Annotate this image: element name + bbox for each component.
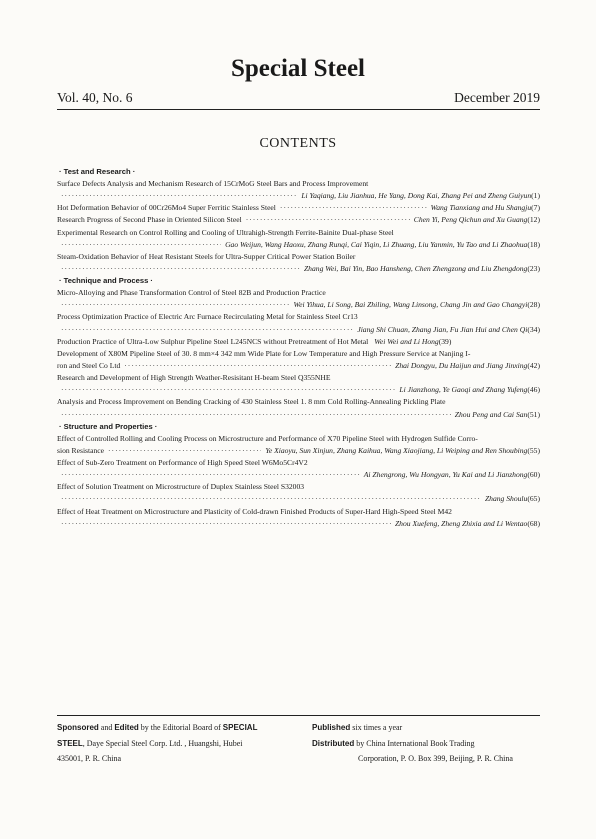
entry-title: Experimental Research on Control Rolling and Cooling of Ultrahigh-Strength Ferrite-Bainite Dual-phase Steel [57, 227, 394, 237]
page-number: (34) [527, 324, 540, 334]
toc-entry[interactable] [57, 481, 540, 505]
toc-entry[interactable] [57, 336, 540, 348]
entry-authors [395, 518, 540, 530]
entry-authors [455, 409, 540, 421]
toc-entry[interactable] [57, 433, 540, 457]
entry-authors [265, 445, 540, 457]
toc-entry[interactable] [57, 214, 540, 226]
steel-label: STEEL [57, 738, 83, 748]
leader-dots [61, 518, 391, 530]
entry-title: Effect of Heat Treatment on Microstructure and Plasticity of Cold-drawn Finished Products of Super-Hard High-Speed Steel M42 [57, 506, 452, 516]
entry-title: ron and Steel Co Ltd [57, 360, 121, 370]
leader-dots [61, 299, 289, 311]
toc-entry[interactable] [57, 227, 540, 251]
toc-entry[interactable] [57, 251, 540, 275]
toc-line [57, 202, 540, 214]
page-number: (39) [438, 336, 452, 346]
entry-title: Hot Deformation Behavior of 00Cr26Mo4 Super Ferritic Stainless Steel [57, 203, 276, 213]
toc-entry[interactable] [57, 311, 540, 335]
toc-line [57, 324, 540, 336]
author-names: Li Jianzhong, Ye Gaoqi and Zhang Yufeng [399, 385, 528, 395]
author-names: Zhang Shoulu [484, 494, 528, 504]
toc-line [57, 190, 540, 202]
bottom-rule [57, 715, 540, 716]
published-label: Published [312, 723, 351, 732]
page-number: (1) [531, 191, 540, 201]
entry-authors [301, 190, 540, 202]
entry-title: Effect of Controlled Rolling and Cooling Process on Microstructure and Performance of X70 Pipeline Steel with Hydrogen Sulfide Corro- [57, 433, 478, 443]
distributed-label: Distributed [312, 738, 355, 748]
page-number: (42) [527, 360, 540, 370]
leader-dots [61, 469, 360, 481]
top-rule [57, 109, 540, 110]
page-number: (60) [527, 470, 540, 480]
toc-line [57, 518, 540, 530]
and-word: and [100, 723, 113, 732]
entry-authors [304, 263, 540, 275]
leader-dots [124, 360, 391, 372]
toc-entry[interactable] [57, 457, 540, 481]
footer [57, 720, 540, 767]
leader-dots [61, 263, 300, 275]
entry-authors [431, 202, 540, 214]
entry-title: Development of X80M Pipeline Steel of 30. 8 mm×4 342 mm Wide Plate for Low Temperature and High Pressure Service at Nanjing I- [57, 348, 471, 358]
page-number: (46) [527, 385, 540, 395]
toc-entry[interactable] [57, 178, 540, 202]
sponsor-text-2: , Daye Special Steel Corp. Ltd. , Huangshi, Hubei [82, 738, 243, 748]
leader-dots [61, 190, 297, 202]
leader-dots [61, 409, 451, 421]
section-heading: · Structure and Properties · [59, 421, 158, 431]
section-heading: · Test and Research · [59, 167, 136, 176]
page-number: (18) [527, 239, 540, 249]
page-number: (65) [527, 494, 540, 504]
entry-authors [293, 299, 540, 311]
entry-authors [357, 324, 540, 336]
toc-entry[interactable] [57, 348, 540, 372]
section-heading: · Technique and Process · [59, 276, 153, 286]
entry-authors [395, 360, 540, 372]
leader-dots [61, 239, 221, 251]
author-names: Li Yaqiang, Liu Jianhua, He Yang, Dong Kai, Zhang Pei and Zheng Guiyun [301, 191, 532, 201]
toc-entry[interactable] [57, 506, 540, 530]
toc-entry[interactable] [57, 372, 540, 396]
entry-title: Micro-Alloying and Phase Transformation Control of Steel 82B and Production Practice [57, 288, 326, 298]
author-names: Wei Yihua, Li Song, Bai Zhiling, Wang Linsong, Chang Jin and Gao Changyi [293, 300, 528, 310]
leader-dots [61, 324, 353, 336]
entry-title: Process Optimization Practice of Electric Arc Furnace Recirculating Metal for Stainless Steel Cr13 [57, 312, 358, 322]
entry-title: Analysis and Process Improvement on Bending Cracking of 430 Stainless Steel 1. 8 mm Cold Rolling-Annealing Pickling Plate [57, 397, 446, 407]
entry-authors [414, 214, 540, 226]
sponsor-text-1: by the Editorial Board of [140, 723, 221, 732]
table-of-contents [57, 166, 540, 530]
author-names: Ai Zhengrong, Wu Hongyan, Yu Kai and Li Jianzhong [363, 470, 528, 480]
volume-issue: Vol. 40, No. 6 [57, 90, 133, 105]
page-number: (51) [527, 409, 540, 419]
entry-title: Research and Development of High Strength Weather-Resisitant H-beam Steel Q355NHE [57, 373, 331, 383]
toc-entry[interactable] [57, 396, 540, 420]
footer-publication [302, 720, 513, 767]
entry-title: sion Resistance [57, 445, 105, 455]
entry-title: Surface Defects Analysis and Mechanism Research of 15CrMoG Steel Bars and Process Improvement [57, 179, 369, 188]
author-names: Chen Yi, Peng Qichun and Xu Guang [413, 215, 528, 225]
page-number: (55) [527, 445, 540, 455]
entry-title: Effect of Sub-Zero Treatment on Performance of High Speed Steel W6Mo5Cr4V2 [57, 457, 308, 467]
entry-authors [485, 493, 540, 505]
distributed-text: by China International Book Trading [356, 738, 475, 748]
edited-label: Edited [114, 723, 139, 732]
entry-title: Production Practice of Ultra-Low Sulphur Pipeline Steel L245NCS without Pretreatment of Hot Metal [57, 336, 369, 346]
entry-authors [225, 239, 540, 251]
page-number: (12) [527, 215, 540, 225]
toc-line [57, 384, 540, 396]
author-names: Wei Wei and Li Hong [374, 336, 439, 346]
entry-authors [364, 469, 540, 481]
author-names: Zhou Peng and Cai San [454, 409, 528, 419]
leader-dots [280, 202, 427, 214]
toc-line [57, 299, 540, 311]
entry-title: Research Progress of Second Phase in Oriented Silicon Steel [57, 215, 242, 225]
journal-title: Special Steel [230, 55, 365, 82]
entry-authors [399, 384, 540, 396]
toc-line [57, 336, 540, 348]
author-names: Gao Weijun, Wang Haoxu, Zhang Runqi, Cai Yiqin, Li Zhuang, Liu Yanmin, Yu Tao and Li Zhaohua [225, 239, 528, 249]
sponsored-label: Sponsored [57, 723, 99, 732]
entry-authors [374, 336, 451, 348]
contents-heading: CONTENTS [259, 136, 337, 151]
toc-line [57, 469, 540, 481]
author-names: Wang Tianxiang and Hu Shangju [430, 203, 532, 213]
sponsor-text-3: 435001, P. R. China [57, 754, 122, 763]
author-names: Zhou Xuefeng, Zheng Zhixia and Li Wentao [394, 518, 528, 528]
toc-line [57, 214, 540, 226]
toc-line [57, 493, 540, 505]
author-names: Ye Xiaoyu, Sun Xinjun, Zhang Kaihua, Wang Xiaojiang, Li Weiping and Ren Shoubing [265, 445, 528, 455]
page-number: (28) [527, 300, 540, 310]
leader-dots [246, 214, 410, 226]
author-names: Jiang Shi Chuan, Zhang Jian, Fu Jian Hui and Chen Qi [357, 324, 528, 334]
toc-line [57, 445, 540, 457]
leader-dots [108, 445, 261, 457]
leader-dots [61, 384, 395, 396]
published-text: six times a year [352, 723, 403, 732]
leader-dots [61, 493, 481, 505]
toc-line [57, 239, 540, 251]
toc-entry[interactable] [57, 287, 540, 311]
issue-date: December 2019 [454, 90, 540, 105]
page-number: (23) [527, 263, 540, 273]
page-number: (7) [531, 203, 540, 213]
toc-line [57, 263, 540, 275]
author-names: Zhai Dongyu, Du Haijun and Jiang Jinxing [395, 360, 528, 370]
footer-sponsor [57, 720, 302, 767]
issue-line [57, 90, 540, 106]
toc-line [57, 360, 540, 372]
entry-title: Effect of Solution Treatment on Microstructure of Duplex Stainless Steel S32003 [57, 482, 305, 492]
special-label: SPECIAL [222, 723, 258, 732]
page-number: (68) [527, 518, 540, 528]
entry-title: Steam-Oxidation Behavior of Heat Resistant Steels for Ultra-Supper Critical Power Station Boiler [57, 251, 356, 261]
author-names: Zhang Wei, Bai Yin, Bao Hansheng, Chen Zhengzong and Liu Zhengdong [303, 263, 528, 273]
toc-entry[interactable] [57, 202, 540, 214]
distributed-text-2: Corporation, P. O. Box 399, Beijing, P. R. China [358, 754, 513, 763]
toc-line [57, 409, 540, 421]
